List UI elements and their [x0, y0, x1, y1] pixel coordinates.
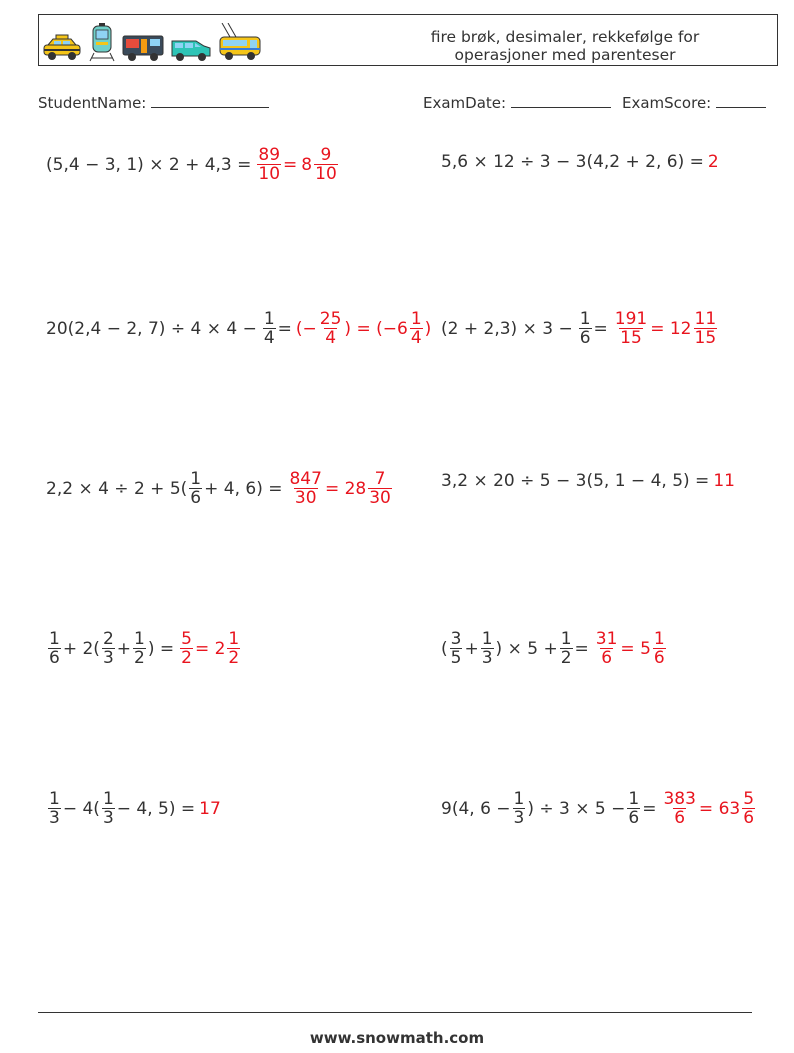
title-line-1: fire brøk, desimaler, rekkefølge for	[430, 28, 700, 46]
student-name-blank[interactable]	[151, 93, 269, 108]
footer-site-link[interactable]: www.snowmath.com	[309, 1029, 485, 1047]
problem-answer: 11	[713, 471, 735, 491]
problem-expression: 5,6 × 12 ÷ 3 − 3(4,2 + 2, 6) =	[441, 152, 704, 172]
problem-expression: 2,2 × 4 ÷ 2 + 5(	[46, 478, 188, 499]
problem-answer: $\frac{847}{30}$ = 28 $\frac{7}{30}$	[289, 469, 391, 508]
expression-fraction: $\frac{1}{6}$	[190, 469, 202, 508]
expression-fraction: $\frac{1}{3}$	[513, 789, 525, 828]
problem-8: ( $\frac{3}{5}$ + $\frac{1}{3}$ ) × 5 + $\frac{1}{2}$ = $\frac{31}{6}$ = 5 $\frac{1}{6}$	[441, 630, 668, 667]
problem-9: $\frac{1}{3}$ − 4( $\frac{1}{3}$ − 4, 5) = 17	[49, 789, 221, 828]
trolleybus-icon	[218, 23, 262, 63]
expression-fraction: $\frac{1}{6}$	[49, 629, 60, 668]
exam-score-field[interactable]	[622, 93, 766, 112]
problem-2	[441, 152, 719, 172]
exam-date-label: ExamDate:	[423, 94, 507, 112]
worksheet-header	[38, 14, 778, 66]
van-icon	[170, 33, 212, 63]
problem-answer: 17	[199, 798, 221, 819]
expression-fraction: $\frac{1}{3}$	[49, 789, 60, 828]
camper-van-icon	[122, 33, 164, 63]
problem-answer: 2	[707, 152, 719, 172]
answer-mixed-fraction: $\frac{9}{10}$	[315, 145, 337, 184]
problem-3: 20(2,4 − 2, 7) ÷ 4 × 4 − $\frac{1}{4}$ = (− $\frac{25}{4}$ ) = (−6 $\frac{1}{4}$ )	[46, 309, 432, 348]
answer-fraction: $\frac{89}{10}$	[258, 145, 281, 184]
problem-answer: $\frac{31}{6}$ = 5 $\frac{1}{6}$	[595, 629, 665, 668]
problem-6	[441, 471, 735, 491]
problem-expression: (2 + 2,3) × 3 −	[441, 318, 573, 339]
footer-divider	[38, 1012, 752, 1013]
problem-answer: $\frac{191}{15}$ = 12 $\frac{11}{15}$	[614, 309, 717, 348]
student-name-field[interactable]	[38, 93, 269, 112]
problem-10: 9(4, 6 − $\frac{1}{3}$ ) ÷ 3 × 5 − $\frac{1}{6}$ = $\frac{383}{6}$ = 63 $\frac{5}{6}$	[441, 790, 757, 827]
exam-score-blank[interactable]	[716, 93, 766, 108]
exam-date-field[interactable]	[423, 93, 611, 112]
title-line-2: operasjoner med parenteser	[454, 46, 676, 64]
expression-fraction: $\frac{3}{5}$	[450, 629, 462, 668]
problem-expression: 9(4, 6 −	[441, 798, 511, 819]
problem-answer: $\frac{383}{6}$ = 63 $\frac{5}{6}$	[663, 789, 755, 828]
problem-7: $\frac{1}{6}$ + 2( $\frac{2}{3}$ + $\frac{1}{2}$ ) = $\frac{5}{2}$ = 2 $\frac{1}{2}$	[46, 630, 242, 667]
exam-date-blank[interactable]	[511, 93, 611, 108]
expression-fraction: $\frac{1}{6}$	[579, 309, 591, 348]
problem-4: (2 + 2,3) × 3 − $\frac{1}{6}$ = $\frac{191}{15}$ = 12 $\frac{11}{15}$	[441, 310, 719, 347]
student-name-label: StudentName:	[38, 94, 147, 112]
problem-expression: 3,2 × 20 ÷ 5 − 3(5, 1 − 4, 5) =	[441, 471, 710, 491]
problem-answer: $\frac{89}{10}$ = 8 $\frac{9}{10}$	[258, 145, 337, 184]
problem-expression: (5,4 − 3, 1) × 2 + 4,3 =	[46, 154, 252, 175]
problem-1	[46, 146, 340, 183]
problem-answer: (− $\frac{25}{4}$ ) = (−6 $\frac{1}{4}$ )	[295, 309, 432, 348]
worksheet-title	[405, 28, 725, 64]
taxi-icon	[42, 33, 82, 63]
problem-5: 2,2 × 4 ÷ 2 + 5( $\frac{1}{6}$ + 4, 6) = $\frac{847}{30}$ = 28 $\frac{7}{30}$	[46, 470, 394, 507]
vehicle-icons	[42, 23, 262, 63]
exam-score-label: ExamScore:	[622, 94, 712, 112]
problem-answer: $\frac{5}{2}$ = 2 $\frac{1}{2}$	[181, 629, 240, 668]
tram-icon	[88, 23, 116, 63]
problem-expression: 20(2,4 − 2, 7) ÷ 4 × 4 −	[46, 318, 257, 339]
expression-fraction: $\frac{1}{4}$	[263, 309, 275, 348]
